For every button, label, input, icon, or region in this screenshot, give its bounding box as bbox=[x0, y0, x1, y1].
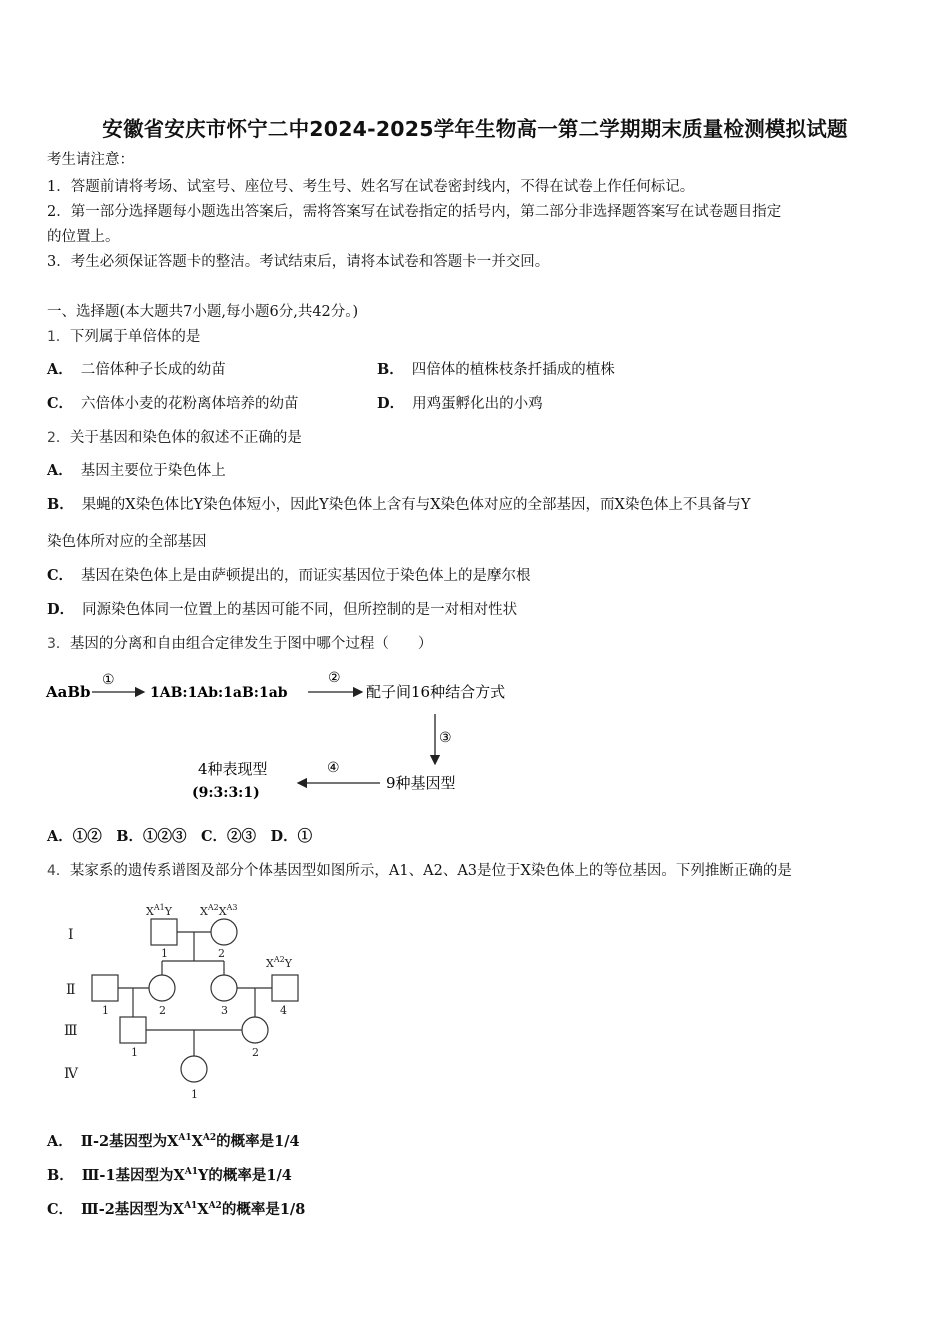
question-2 bbox=[47, 428, 302, 448]
superscript: A1 bbox=[184, 1167, 199, 1177]
option-text: 果蝇的X染色体比Y染色体短小，因此Y染色体上含有与X染色体对应的全部基因，而X染色体上不具备与Y bbox=[81, 497, 751, 513]
II4-number: 4 bbox=[280, 1004, 287, 1017]
IV1-female bbox=[181, 1056, 207, 1082]
option-text: 四倍体的植株枝条扦插成的植株 bbox=[411, 362, 615, 378]
I2-number: 2 bbox=[218, 947, 225, 960]
superscript: A2 bbox=[208, 1201, 222, 1211]
option-label: C． bbox=[47, 567, 74, 584]
q2-option-d bbox=[47, 600, 517, 620]
option-label: A． bbox=[47, 1132, 73, 1150]
question-stem: 某家系的遗传系谱图及部分个体基因型如图所示，A1、A2、A3是位于X染色体上的等位基因。下列推断正确的是 bbox=[69, 863, 792, 879]
notice-heading: 考生请注意： bbox=[47, 152, 134, 168]
q2-option-b bbox=[47, 495, 750, 515]
pedigree-chart bbox=[58, 895, 318, 1105]
II4-male bbox=[272, 975, 298, 1001]
diagram-genotypes: 9种基因型 bbox=[386, 774, 456, 792]
option-label: A． bbox=[47, 462, 73, 479]
option-text: 同源染色体同一位置上的基因可能不同，但所控制的是一对相对性状 bbox=[82, 602, 518, 618]
notice-item-1: 1．答题前请将考场、试室号、座位号、考生号、姓名写在试卷密封线内，不得在试卷上作任何标记。 bbox=[47, 179, 695, 195]
II2-number: 2 bbox=[159, 1004, 166, 1017]
diagram-start: AaBb bbox=[46, 683, 91, 701]
q1-option-a bbox=[47, 360, 226, 380]
q1-option-d bbox=[377, 394, 543, 414]
question-3 bbox=[47, 634, 432, 654]
step-4-label: ④ bbox=[327, 760, 340, 776]
option-text: 的概率是1/4 bbox=[216, 1132, 300, 1150]
question-1 bbox=[47, 327, 200, 347]
question-number: 1． bbox=[47, 329, 70, 345]
option-label: C． bbox=[47, 395, 74, 412]
gen-label-1: Ⅰ bbox=[68, 927, 74, 943]
gen-label-3: Ⅲ bbox=[64, 1023, 78, 1039]
III2-female bbox=[242, 1017, 268, 1043]
q2-option-b-cont: 染色体所对应的全部基因 bbox=[47, 534, 207, 550]
III1-male bbox=[120, 1017, 146, 1043]
superscript: A1 bbox=[184, 1201, 198, 1211]
notice-item-2: 2．第一部分选择题每小题选出答案后，需将答案写在试卷指定的括号内，第二部分非选择题答案写在试卷题目指定 bbox=[47, 204, 782, 220]
notice-item-3: 3．考生必须保证答题卡的整洁。考试结束后，请将本试卷和答题卡一并交回。 bbox=[47, 254, 550, 270]
diagram-ratio: (9:3:3:1) bbox=[192, 785, 260, 801]
option-text: X bbox=[191, 1132, 203, 1150]
III1-number: 1 bbox=[131, 1046, 138, 1059]
II4-genotype: $X^{A2}Y$ bbox=[266, 955, 292, 970]
option-label: A． bbox=[47, 361, 73, 378]
question-stem: 基因的分离和自由组合定律发生于图中哪个过程（ ） bbox=[69, 636, 433, 652]
option-label: D． bbox=[377, 395, 405, 412]
question-number: 2． bbox=[47, 430, 70, 446]
option-text: 用鸡蛋孵化出的小鸡 bbox=[412, 396, 543, 412]
gen-label-4: Ⅳ bbox=[64, 1066, 78, 1082]
I1-genotype: $X^{A1}Y$ bbox=[146, 903, 172, 918]
option-text: Ⅱ-2基因型为X bbox=[80, 1132, 179, 1150]
superscript: A2 bbox=[202, 1133, 217, 1143]
option-label: B． bbox=[47, 1166, 74, 1184]
option-text: 基因在染色体上是由萨顿提出的，而证实基因位于染色体上的是摩尔根 bbox=[81, 568, 531, 584]
II1-male bbox=[92, 975, 118, 1001]
I1-male bbox=[151, 919, 177, 945]
III2-number: 2 bbox=[252, 1046, 259, 1059]
option-label: C． bbox=[47, 1200, 74, 1218]
I2-genotype: $X^{A2}X^{A3}$ bbox=[200, 903, 238, 918]
gen-label-2: Ⅱ bbox=[66, 982, 76, 998]
superscript: A1 bbox=[178, 1133, 192, 1143]
q1-option-b bbox=[377, 360, 615, 380]
q2-option-c bbox=[47, 566, 531, 586]
question-stem: 关于基因和染色体的叙述不正确的是 bbox=[69, 430, 302, 446]
q2-option-a bbox=[47, 461, 226, 481]
step-3-label: ③ bbox=[439, 730, 452, 746]
II1-number: 1 bbox=[102, 1004, 109, 1017]
q4-option-a bbox=[47, 1128, 300, 1152]
option-label: B． bbox=[47, 496, 74, 513]
option-text: 二倍体种子长成的幼苗 bbox=[80, 362, 226, 378]
option-text: 基因主要位于染色体上 bbox=[80, 463, 226, 479]
q3-options: A．①② B．①②③ C．②③ D．① bbox=[47, 828, 313, 845]
I2-female bbox=[211, 919, 237, 945]
diagram-gametes: 1AB:1Ab:1aB:1ab bbox=[150, 685, 288, 701]
II2-female bbox=[149, 975, 175, 1001]
diagram-phenotypes: 4种表现型 bbox=[198, 760, 268, 778]
step-2-label: ② bbox=[328, 670, 341, 686]
diagram-combos: 配子间16种结合方式 bbox=[366, 683, 506, 701]
II3-female bbox=[211, 975, 237, 1001]
option-text: Y的概率是1/4 bbox=[198, 1166, 292, 1184]
II3-number: 3 bbox=[221, 1004, 228, 1017]
q4-option-b bbox=[47, 1162, 292, 1186]
q4-option-c bbox=[47, 1196, 305, 1220]
option-label: D． bbox=[47, 601, 75, 618]
question-4 bbox=[47, 861, 792, 881]
section-heading: 一、选择题(本大题共7小题,每小题6分,共42分。) bbox=[47, 304, 359, 320]
notice-item-2-cont: 的位置上。 bbox=[47, 229, 120, 245]
option-label: B． bbox=[377, 361, 404, 378]
process-diagram bbox=[40, 662, 560, 807]
page-title: 安徽省安庆市怀宁二中2024-2025学年生物高一第二学期期末质量检测模拟试题 bbox=[102, 117, 848, 141]
I1-number: 1 bbox=[161, 947, 168, 960]
option-text: 的概率是1/8 bbox=[221, 1200, 306, 1218]
option-text: 六倍体小麦的花粉离体培养的幼苗 bbox=[81, 396, 299, 412]
step-1-label: ① bbox=[102, 672, 115, 688]
option-text: Ⅲ-1基因型为X bbox=[81, 1166, 185, 1184]
option-text: Ⅲ-2基因型为X bbox=[81, 1200, 185, 1218]
question-number: 4． bbox=[47, 863, 70, 879]
option-text: X bbox=[197, 1200, 209, 1218]
question-number: 3． bbox=[47, 636, 70, 652]
question-stem: 下列属于单倍体的是 bbox=[69, 329, 201, 345]
q1-option-c bbox=[47, 394, 299, 414]
IV1-number: 1 bbox=[191, 1088, 198, 1101]
